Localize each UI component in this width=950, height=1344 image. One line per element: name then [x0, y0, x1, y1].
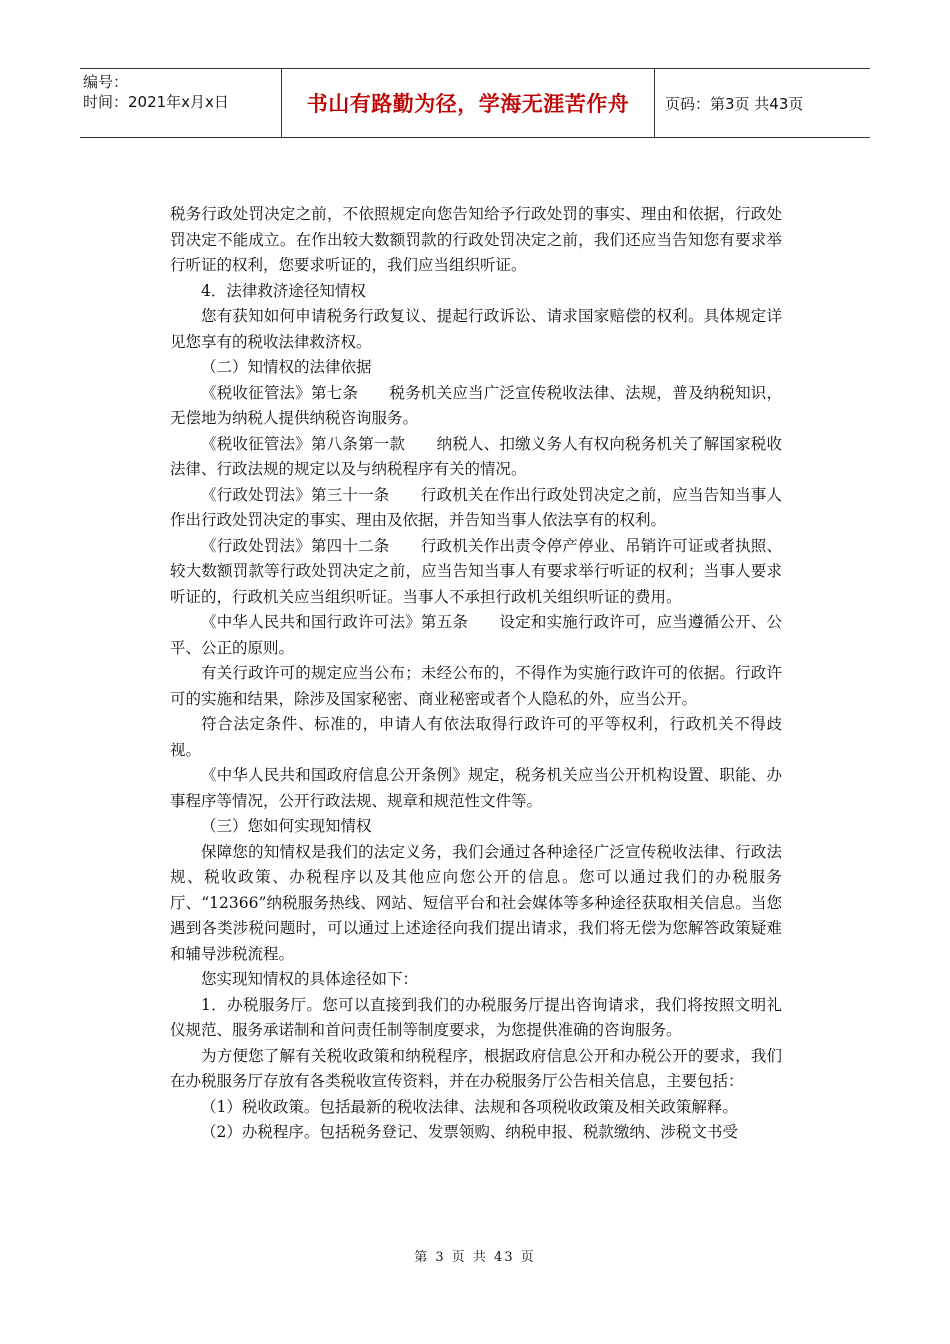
list-item: （2）办税程序。包括税务登记、发票领购、纳税申报、税款缴纳、涉税文书受	[201, 1123, 738, 1141]
list-item: （1）税收政策。包括最新的税收法律、法规和各项税收政策及相关政策解释。	[201, 1097, 738, 1116]
law-citation: 《税收征管法》第七条 税务机关应当广泛宣传税收法律、法规，普及纳税知识，无偿地为纳税人提供纳税咨询服务。	[170, 383, 782, 427]
body-paragraph: 保障您的知情权是我们的法定义务，我们会通过各种途径广泛宣传税收法律、行政法规、税收政策、办税程序以及其他应向您公开的信息。您可以通过我们的办税服务厅、“12366”纳税服务热线、网站、短信平台和社会媒体等多种途径获取相关信息。当您遇到各类涉税问题时，可以通过上述途径向我们提出请求，我们将无偿为您解答政策疑难和辅导涉税流程。	[170, 842, 782, 963]
document-date-label: 时间：2021年x月x日	[83, 93, 229, 111]
law-citation: 《行政处罚法》第四十二条 行政机关作出责令停产停业、吊销许可证或者执照、较大数额罚款等行政处罚决定之前，应当告知当事人有要求举行听证的权利；当事人要求听证的，行政机关应当组织听证。当事人不承担行政机关组织听证的费用。	[170, 536, 782, 606]
page-footer: 第 3 页 共 43 页	[414, 1250, 536, 1265]
header-page-number: 页码：第3页 共43页	[665, 94, 804, 113]
law-citation: 《行政处罚法》第三十一条 行政机关在作出行政处罚决定之前，应当告知当事人作出行政处罚决定的事实、理由及依据，并告知当事人依法享有的权利。	[170, 485, 782, 529]
body-paragraph: 您有获知如何申请税务行政复议、提起行政诉讼、请求国家赔偿的权利。具体规定详见您享有的税收法律救济权。	[170, 307, 782, 351]
page-header	[80, 68, 870, 138]
header-meta	[80, 69, 282, 137]
section-heading: 4．法律救济途径知情权	[201, 281, 366, 300]
section-heading: （二）知情权的法律依据	[201, 358, 372, 376]
body-paragraph: 有关行政许可的规定应当公布；未经公布的，不得作为实施行政许可的依据。行政许可的实施和结果，除涉及国家秘密、商业秘密或者个人隐私的外，应当公开。	[170, 664, 782, 708]
body-paragraph: 为方便您了解有关税收政策和纳税程序，根据政府信息公开和办税公开的要求，我们在办税服务厅存放有各类税收宣传资料，并在办税服务厅公告相关信息，主要包括：	[170, 1046, 782, 1090]
body-paragraph: 《中华人民共和国政府信息公开条例》规定，税务机关应当公开机构设置、职能、办事程序等情况，公开行政法规、规章和规范性文件等。	[170, 766, 782, 810]
header-motto: 书山有路勤为径，学海无涯苦作舟	[306, 92, 630, 116]
document-number-label: 编号：	[83, 73, 129, 91]
header-page-cell	[655, 69, 870, 137]
body-paragraph: 税务行政处罚决定之前，不依照规定向您告知给予行政处罚的事实、理由和依据，行政处罚决定不能成立。在作出较大数额罚款的行政处罚决定之前，我们还应当告知您有要求举行听证的权利，您要求听证的，我们应当组织听证。	[170, 205, 782, 274]
law-citation: 《税收征管法》第八条第一款 纳税人、扣缴义务人有权向税务机关了解国家税收法律、行政法规的规定以及与纳税程序有关的情况。	[170, 434, 782, 478]
document-body	[170, 202, 782, 1146]
section-heading: （三）您如何实现知情权	[201, 817, 372, 835]
body-paragraph: 符合法定条件、标准的，申请人有依法取得行政许可的平等权利，行政机关不得歧视。	[170, 715, 782, 759]
body-paragraph: 您实现知情权的具体途径如下：	[201, 970, 419, 988]
header-motto-cell	[282, 69, 655, 137]
list-item: 1．办税服务厅。您可以直接到我们的办税服务厅提出咨询请求，我们将按照文明礼仪规范、服务承诺制和首问责任制等制度要求，为您提供准确的咨询服务。	[170, 995, 782, 1039]
law-citation: 《中华人民共和国行政许可法》第五条 设定和实施行政许可，应当遵循公开、公平、公正的原则。	[170, 613, 782, 657]
